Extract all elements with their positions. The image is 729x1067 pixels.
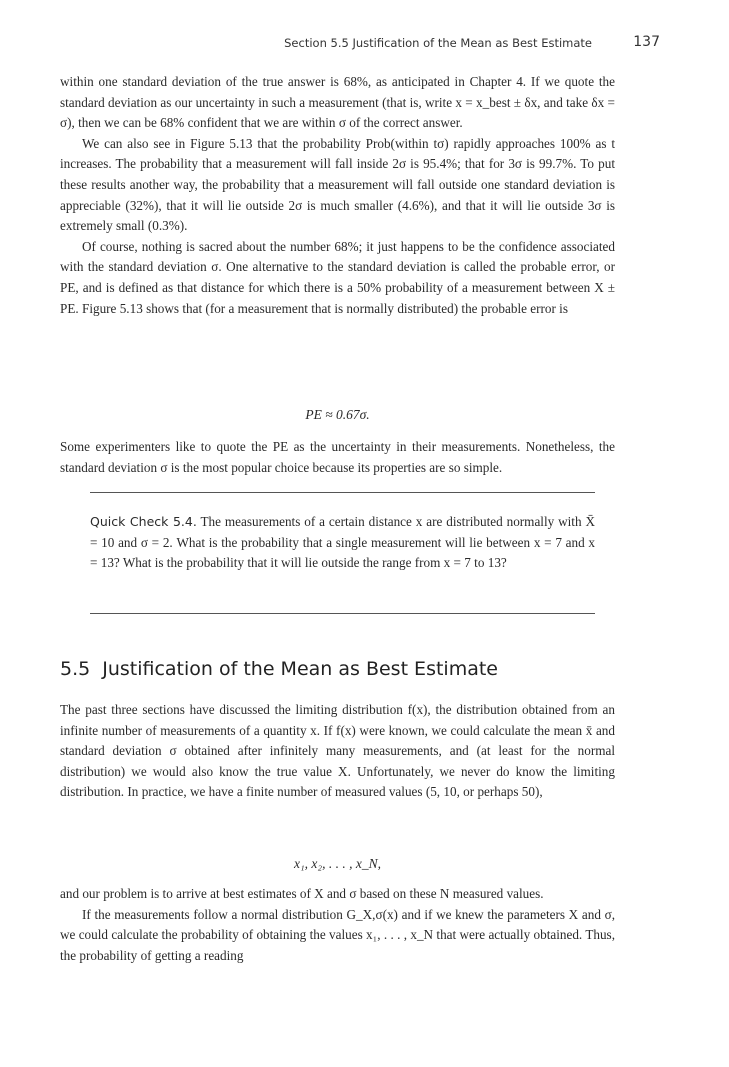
section-number: 5.5 [60,658,91,680]
paragraph-3: Of course, nothing is sacred about the number 68%; it just happens to be the confidence associated with the standard deviation σ. One alternative to the standard deviation is called the probable error, or PE, and is defined as that distance for which there is a 50% probability of a measurement between X ± PE. Figure 5.13 shows that (for a measurement that is normally distributed) the probable error is [60,238,615,316]
paragraph-4: Some experimenters like to quote the PE as the uncertainty in their measurements. Nonetheless, the standard deviation σ is the most popular choice because its properties are so simple. [60,439,615,475]
quick-check-top-rule [90,492,595,493]
paragraph-5: The past three sections have discussed the limiting distribution f(x), the distribution obtained from an infinite number of measurements of a quantity x. If f(x) were known, we could calculate the mean x̄ and standard deviation σ obtained after infinitely many measurements, and (at least for the normal distribution) we would also know the true value X. Unfortunately, we never do know the limiting distribution. In practice, we have a finite number of measured values (5, 10, or perhaps 50), [60,702,615,800]
quick-check-bottom-rule [90,613,595,614]
paragraph-7: If the measurements follow a normal distribution G_X,σ(x) and if we knew the parameters X and σ, we could calculate the probability of obtaining the values x₁, . . . , x_N that were actually obtained. Thus, the probability of getting a reading [60,906,615,963]
body-block-pe [60,437,615,478]
quick-check-label: Quick Check 5.4. [90,514,197,529]
section-heading [60,658,498,680]
quick-check-box [90,512,595,574]
body-block-section [60,700,615,803]
quick-check-text: The measurements of a certain distance x are distributed normally with X̄ = 10 and σ = 2. What is the probability that a single measurement will lie between x = 7 and x = 13? What is the probability that it will lie outside the range from x = 7 to 13? [90,514,595,571]
paragraph-1: within one standard deviation of the true answer is 68%, as anticipated in Chapter 4. If we quote the standard deviation as our uncertainty in such a measurement (that is, write x = x_best ± δx, and take δx = σ), then we can be 68% confident that we are within σ of the correct answer. [60,74,615,131]
equation-measurements: x₁, x₂, . . . , x_N, [294,856,381,871]
equation-pe: PE ≈ 0.67σ. [305,407,370,422]
paragraph-6: and our problem is to arrive at best estimates of X and σ based on these N measured values. [60,886,544,901]
paragraph-2: We can also see in Figure 5.13 that the probability Prob(within tσ) rapidly approaches 100% as t increases. The probability that a measurement will fall inside 2σ is 95.4%; that for 3σ is 99.7%. To put these results another way, the probability that a measurement will fall outside one standard deviation is appreciable (32%), that it will lie outside 2σ is much smaller (4.6%), and that it will lie outside 3σ is extremely small (0.3%). [60,135,615,234]
body-block-bottom [60,884,615,966]
page-number: 137 [633,34,660,50]
running-head-title: Section 5.5 Justification of the Mean as Best Estimate [284,36,592,50]
section-title: Justification of the Mean as Best Estimate [102,658,498,680]
body-block-top [60,72,615,319]
